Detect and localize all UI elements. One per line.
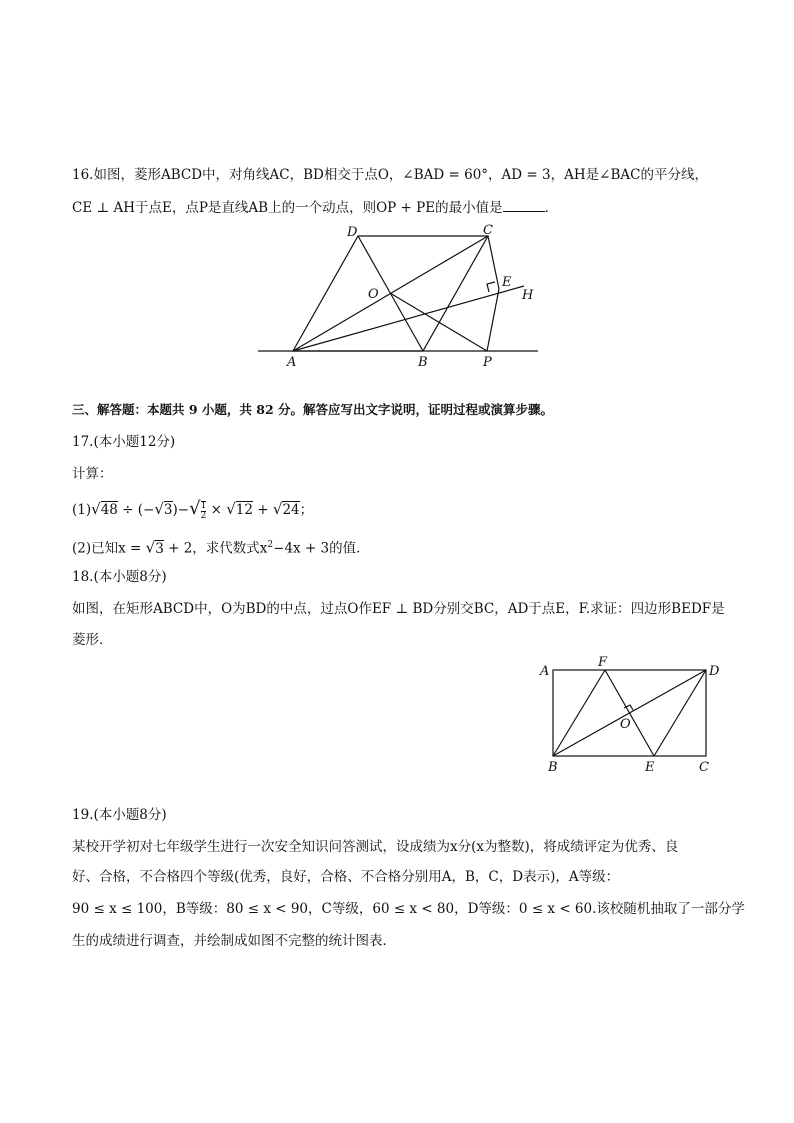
label-d: D	[709, 664, 720, 679]
q18-line2: 菱形．	[72, 632, 113, 648]
q19-line2: 好、合格，不合格四个等级(优秀，良好，合格、不合格分别用A，B，C，D表示)，A等级：	[72, 869, 620, 885]
q18-header: 18.(本小题8分)	[72, 569, 167, 585]
q17-part2: (2)已知x = √3 + 2，求代数式$x^2-4x + 3$的值．	[72, 538, 370, 557]
frac-num: 1	[200, 500, 207, 511]
q16-line2-text: CE ⊥ AH于点E，点P是直线AB上的一个动点，则OP + PE的最小值是	[72, 200, 503, 216]
segment-ce	[488, 236, 499, 289]
q19-line3: 90 ≤ x ≤ 100，B等级：80 ≤ x < 90，C等级，60 ≤ x < 80，D等级：0 ≤ x < 60.该校随机抽取了一部分学	[72, 901, 745, 917]
q19-line1: 某校开学初对七年级学生进行一次安全知识问答测试，设成绩为x分(x为整数)，将成绩评定为优秀、良	[72, 839, 679, 855]
label-c: C	[699, 760, 709, 775]
label-a: A	[540, 664, 550, 679]
label-b: B	[418, 355, 428, 370]
label-o: O	[620, 717, 631, 732]
part1-mid3: ×	[206, 502, 227, 518]
right-angle-mark	[487, 282, 495, 292]
segment-op	[390, 293, 487, 351]
label-a: A	[287, 355, 297, 370]
label-o: O	[368, 287, 379, 302]
sqrt-24: 24	[282, 502, 300, 518]
q16-line2	[72, 198, 558, 217]
label-h: H	[522, 288, 534, 303]
label-e: E	[645, 760, 655, 775]
part2-mid: + 2，求代数式x	[163, 540, 268, 557]
q17-intro: 计算：	[72, 466, 113, 482]
label-c: C	[483, 223, 493, 238]
segment-ef	[605, 670, 654, 756]
q17-part1: (1)√48 ÷ (−√3)−√ $\frac{1}{2}$ × √12 + √24；	[72, 498, 314, 521]
part2-sqrt: 3	[155, 540, 164, 557]
segment-ep	[487, 289, 499, 351]
section3-title: 三、解答题：本题共 9 小题，共 82 分。解答应写出文字说明，证明过程或演算步骤。	[72, 402, 554, 417]
label-p: P	[483, 355, 492, 370]
q19-header: 19.(本小题8分)	[72, 807, 167, 823]
segment-ed	[654, 670, 706, 756]
frac-den: 2	[200, 510, 207, 521]
q18-line1: 如图，在矩形ABCD中，O为BD的中点，过点O作EF ⊥ BD分别交BC，AD于点E，F.求证：四边形BEDF是	[72, 601, 725, 617]
sqrt-3: 3	[163, 502, 173, 518]
segment-bf	[553, 670, 605, 756]
part1-mid4: +	[252, 502, 273, 518]
part1-mid2: )−	[172, 502, 190, 518]
part2-sup: 2	[267, 540, 274, 550]
label-d: D	[347, 225, 358, 240]
q16-line1: 16.如图，菱形ABCD中，对角线AC，BD相交于点O，∠BAD = 60°，AD = 3，AH是∠BAC的平分线，	[72, 167, 708, 183]
part1-prefix: (1)	[72, 502, 92, 518]
label-e: E	[502, 275, 512, 290]
part2-prefix: (2)已知x =	[72, 540, 146, 557]
answer-blank	[503, 198, 545, 212]
label-f: F	[598, 655, 608, 670]
q18-rectangle-figure	[530, 652, 730, 776]
q19-line4: 生的成绩进行调查，并绘制成如图不完整的统计图表．	[72, 933, 396, 949]
label-b: B	[548, 760, 558, 775]
part1-end: ；	[299, 502, 314, 518]
q16-rhombus-figure	[250, 222, 550, 370]
q16-line2-end: ．	[544, 200, 559, 216]
part1-mid1: ÷ (−	[117, 502, 155, 518]
part2-end: −4x + 3的值．	[273, 540, 370, 557]
q17-header: 17.(本小题12分)	[72, 434, 176, 450]
sqrt-48: 48	[100, 502, 118, 518]
sqrt-12: 12	[235, 502, 253, 518]
